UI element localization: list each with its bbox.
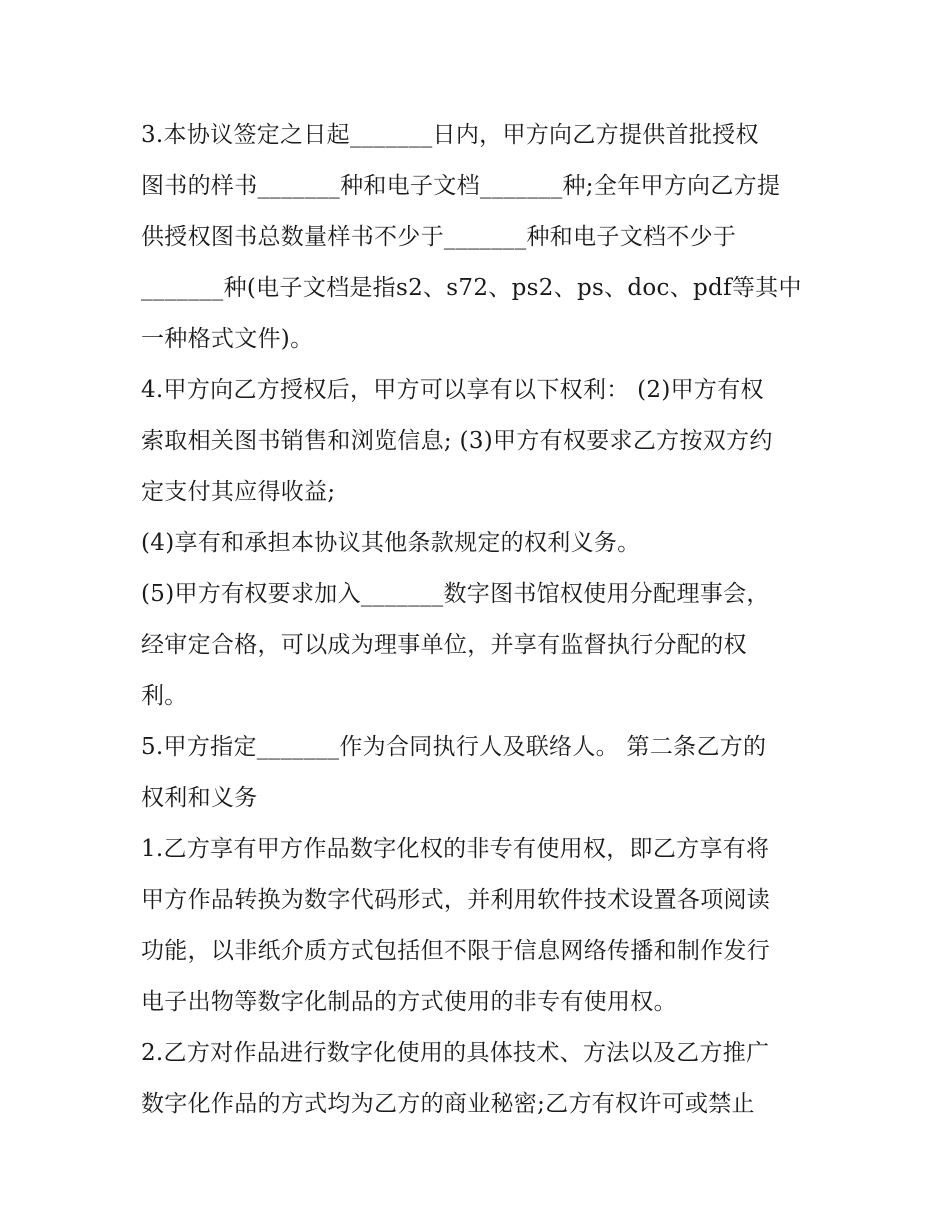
text-line: 利。 <box>141 683 188 709</box>
text-line: 权利和义务 <box>141 785 258 811</box>
text-line: _______种(电子文档是指s2、s72、ps2、ps、doc、pdf等其中 <box>141 275 802 301</box>
text-line: 一种格式文件)。 <box>141 326 314 352</box>
text-line: 定支付其应得收益; <box>141 479 336 505</box>
text-line: 3.本协议签定之日起_______日内，甲方向乙方提供首批授权 <box>141 122 759 148</box>
text-line: 图书的样书_______种和电子文档_______种;全年甲方向乙方提 <box>141 173 781 199</box>
text-line: 2.乙方对作品进行数字化使用的具体技术、方法以及乙方推广 <box>141 1040 770 1066</box>
text-line: 功能，以非纸介质方式包括但不限于信息网络传播和制作发行 <box>141 938 771 964</box>
text-line: 索取相关图书销售和浏览信息; (3)甲方有权要求乙方按双方约 <box>141 428 773 454</box>
text-line: 1.乙方享有甲方作品数字化权的非专有使用权，即乙方享有将 <box>141 836 770 862</box>
text-line: 数字化作品的方式均为乙方的商业秘密;乙方有权许可或禁止 <box>141 1091 755 1117</box>
text-line: (5)甲方有权要求加入_______数字图书馆权使用分配理事会， <box>141 581 770 607</box>
document-body <box>141 110 821 1130</box>
text-line: 甲方作品转换为数字代码形式，并利用软件技术设置各项阅读 <box>141 887 771 913</box>
text-line: 电子出物等数字化制品的方式使用的非专有使用权。 <box>141 989 677 1015</box>
text-line: (4)享有和承担本协议其他条款规定的权利义务。 <box>141 530 641 556</box>
text-line: 供授权图书总数量样书不少于_______种和电子文档不少于 <box>141 224 737 250</box>
text-line: 经审定合格，可以成为理事单位，并享有监督执行分配的权 <box>141 632 747 658</box>
text-line: 4.甲方向乙方授权后，甲方可以享有以下权利： (2)甲方有权 <box>141 377 764 403</box>
text-line: 5.甲方指定_______作为合同执行人及联络人。 第二条乙方的 <box>141 734 767 760</box>
